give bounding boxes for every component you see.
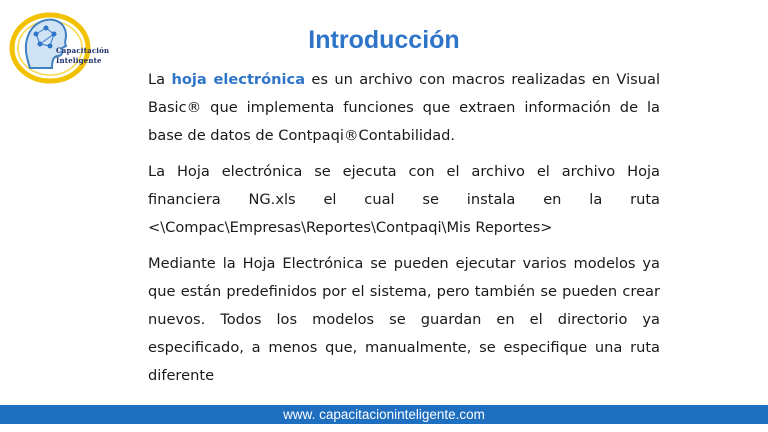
main-content — [148, 66, 660, 398]
paragraph-2: La Hoja electrónica se ejecuta con el archivo el archivo Hoja financiera NG.xls el cual se instala en la ruta <\Compac\Empresas\Reportes\Contpaqi\Mis Reportes> — [148, 163, 660, 236]
brand-line-2: Inteligente — [56, 56, 102, 65]
paragraph-1-after: es un archivo con macros realizadas en Visual Basic® que implementa funciones que extraen información de la base de datos de Contpaqi®Contabilidad. — [148, 71, 660, 144]
page-title: Introducción — [308, 26, 460, 54]
paragraph-1 — [148, 66, 660, 150]
footer-url[interactable]: www. capacitacioninteligente.com — [283, 407, 485, 422]
paragraph-1-before: La — [148, 71, 172, 88]
paragraph-3: Mediante la Hoja Electrónica se pueden ejecutar varios modelos ya que están predefinidos por el sistema, pero también se pueden crear nuevos. Todos los modelos se guardan en el directorio ya especificado, a menos que, manualmente, se especifique una ruta diferente — [148, 255, 660, 384]
brand-line-1: Capacitación — [56, 46, 110, 55]
highlighted-term: hoja electrónica — [171, 71, 306, 88]
